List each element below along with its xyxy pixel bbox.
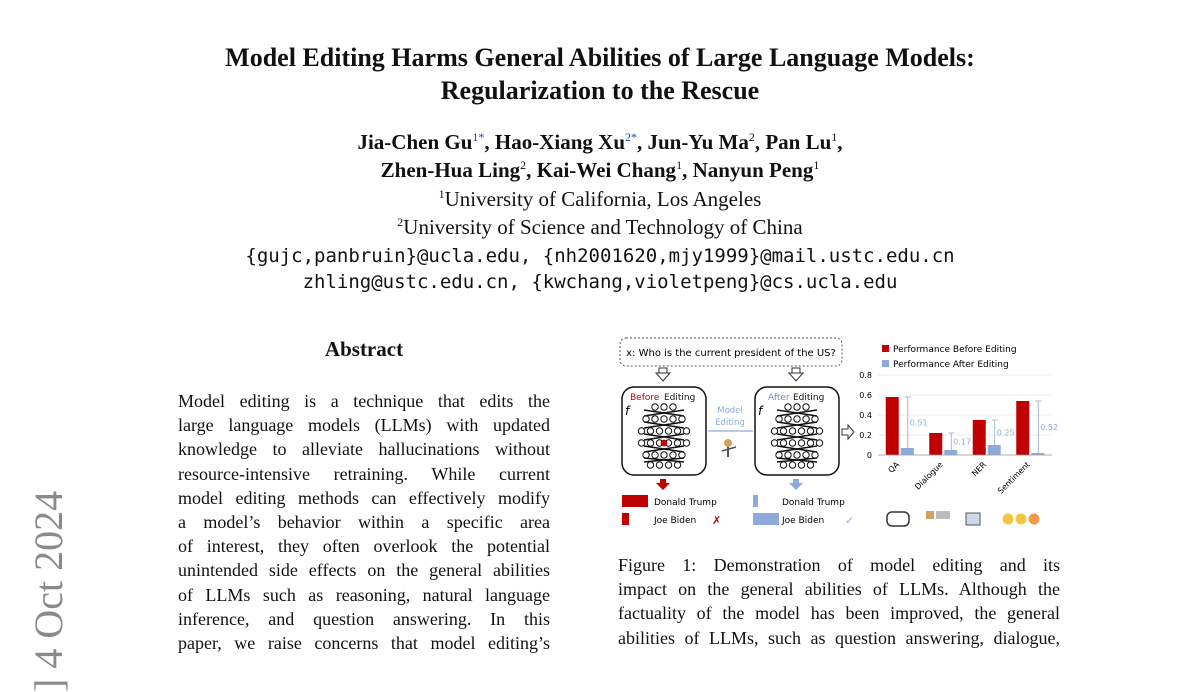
- bar-before: [886, 397, 899, 455]
- before-editing-word: Editing: [664, 393, 696, 403]
- abstract-heading: Abstract: [324, 337, 404, 361]
- bar-before: [929, 433, 942, 455]
- answer-biden-before: Joe Biden: [654, 516, 697, 526]
- neuron: [794, 452, 800, 458]
- qa-icon: [887, 512, 909, 526]
- neuron: [816, 440, 822, 446]
- neuron: [816, 428, 822, 434]
- bar-chart: [859, 371, 1058, 496]
- down-arrow-icon: [656, 368, 803, 381]
- edited-neuron: [661, 440, 668, 447]
- neuron: [780, 462, 786, 468]
- drop-label: 0.51: [909, 418, 928, 428]
- neuron: [638, 440, 644, 446]
- y-tick-label: 0: [866, 451, 872, 460]
- neuron: [785, 452, 791, 458]
- cross-icon: ✗: [712, 514, 722, 527]
- legend-swatch-before: [882, 345, 889, 352]
- author-sup: 1: [831, 130, 838, 144]
- neuron: [794, 416, 800, 422]
- affiliation-ucla: University of California, Los Angeles: [444, 187, 762, 211]
- legend-swatch-after: [882, 360, 889, 367]
- neuron: [771, 428, 777, 434]
- neuron: [665, 462, 671, 468]
- bar-before: [1016, 401, 1029, 455]
- bar-after: [901, 448, 914, 455]
- author-sup: 2: [748, 130, 755, 144]
- neuron: [652, 416, 658, 422]
- emails: [0, 243, 1200, 295]
- title-line-1: Model Editing Harms General Abilities of Large Language Models:: [225, 43, 975, 72]
- neuron: [785, 404, 791, 410]
- f-theta-e-label: f: [758, 404, 763, 418]
- neuron: [643, 452, 649, 458]
- red-down-arrow-icon: [656, 479, 670, 490]
- neuron: [798, 462, 804, 468]
- neuron: [803, 404, 809, 410]
- neuron: [674, 428, 680, 434]
- author-name: Zhen-Hua Ling: [380, 158, 521, 182]
- neuron: [771, 440, 777, 446]
- after-label: After: [768, 393, 790, 403]
- neuron: [807, 462, 813, 468]
- author-sup: 1: [813, 158, 820, 172]
- bar-after: [944, 450, 957, 455]
- model-editing-label-2: Editing: [715, 418, 745, 428]
- y-tick-label: 0.2: [859, 431, 872, 440]
- query-text: x: Who is the current president of the US?: [626, 348, 836, 359]
- neuron: [652, 404, 658, 410]
- neuron: [798, 440, 804, 446]
- abstract-line: of interest, they often overlook the potential: [178, 536, 550, 557]
- before-bar-biden: [622, 513, 629, 525]
- title-line-2: Regularization to the Rescue: [440, 76, 760, 105]
- drop-label: 0.25: [996, 428, 1015, 438]
- email-line-2: zhling@ustc.edu.cn, {kwchang,violetpeng}@cs.ucla.edu: [302, 271, 898, 293]
- y-tick-label: 0.6: [859, 391, 872, 400]
- neuron: [812, 452, 818, 458]
- y-tick-label: 0.8: [859, 371, 872, 380]
- author-name: Jia-Chen Gu: [357, 130, 473, 154]
- blue-down-arrow-icon: [789, 479, 803, 490]
- neuron: [656, 462, 662, 468]
- y-tick-label: 0.4: [859, 411, 872, 420]
- neuron: [670, 404, 676, 410]
- answer-biden-after: Joe Biden: [782, 516, 825, 526]
- affiliations: [0, 185, 1200, 241]
- f-theta-label: f: [625, 404, 630, 418]
- neuron: [674, 440, 680, 446]
- abstract-line: unintended side effects on the general abilities: [178, 560, 550, 581]
- neuron: [652, 452, 658, 458]
- neuron: [661, 452, 667, 458]
- answer-trump-after: Donald Trump: [782, 498, 845, 508]
- dialogue-icon: [926, 511, 934, 519]
- author-name: Hao-Xiang Xu: [494, 130, 625, 154]
- abstract-body: [178, 389, 550, 655]
- author-name: Pan Lu: [765, 130, 832, 154]
- abstract-line: knowledge to alleviate hallucinations without: [178, 439, 550, 460]
- abstract-line: resource-intensive retraining. While current: [178, 463, 550, 484]
- neuron: [794, 404, 800, 410]
- abstract-line: paper, we raise concerns that model editing’s: [178, 633, 550, 654]
- neuron: [661, 404, 667, 410]
- affiliation-sup: 2: [397, 215, 404, 229]
- neuron: [683, 440, 689, 446]
- legend-after: Performance After Editing: [893, 360, 1009, 370]
- neuron: [807, 440, 813, 446]
- ner-icon: [966, 513, 980, 525]
- right-arrow-icon: [842, 425, 854, 439]
- author-sup: 1*: [472, 130, 485, 144]
- paper-title: [0, 41, 1200, 107]
- author-sup: 1: [676, 158, 683, 172]
- neuron: [780, 440, 786, 446]
- neuron: [807, 428, 813, 434]
- author-name: Kai-Wei Chang: [536, 158, 677, 182]
- neuron: [789, 428, 795, 434]
- before-bar-trump: [622, 495, 648, 507]
- abstract-line: Model editing is a technique that edits the: [178, 391, 550, 411]
- caption-line: factuality of the model has been improved, the general: [618, 603, 1060, 624]
- affiliation-ustc: University of Science and Technology of China: [403, 215, 803, 239]
- neuron: [670, 452, 676, 458]
- neuron: [789, 440, 795, 446]
- after-editing-word: Editing: [793, 393, 825, 403]
- neuron: [647, 462, 653, 468]
- affiliation-sup: 1: [438, 187, 445, 201]
- x-tick-label: QA: [886, 460, 902, 475]
- caption-line: impact on the general abilities of LLMs. Although the: [618, 579, 1060, 600]
- drop-label: 0.17: [953, 437, 972, 447]
- abstract-line: inference, and question answering. In this: [178, 608, 550, 629]
- neuron: [803, 452, 809, 458]
- answer-trump-before: Donald Trump: [654, 498, 717, 508]
- neuron: [776, 416, 782, 422]
- neuron: [789, 462, 795, 468]
- neuron: [812, 416, 818, 422]
- abstract-line: model editing methods can effectively modify: [178, 487, 550, 508]
- neuron: [780, 428, 786, 434]
- legend-before: Performance Before Editing: [893, 345, 1017, 355]
- x-tick-label: NER: [970, 460, 989, 479]
- caption-line: Figure 1: Demonstration of model editing and its: [618, 555, 1060, 575]
- neuron: [683, 428, 689, 434]
- after-bar-biden: [753, 513, 779, 525]
- email-line-1: {gujc,panbruin}@ucla.edu, {nh2001620,mjy1999}@mail.ustc.edu.cn: [245, 245, 955, 267]
- author-sup: 2: [520, 158, 527, 172]
- x-tick-label: Sentiment: [996, 460, 1032, 496]
- drop-label: 0.52: [1040, 423, 1059, 432]
- neuron: [679, 452, 685, 458]
- neuron: [656, 428, 662, 434]
- abstract-line: of LLMs such as reasoning, natural language: [178, 584, 550, 605]
- neuron: [785, 416, 791, 422]
- bar-after: [988, 445, 1001, 455]
- neuron: [679, 416, 685, 422]
- author-name: Jun-Yu Ma: [647, 130, 749, 154]
- neuron: [674, 462, 680, 468]
- author-sup: 2*: [625, 130, 637, 144]
- bar-before: [973, 420, 986, 455]
- after-bar-trump: [753, 495, 758, 507]
- neuron: [638, 428, 644, 434]
- editor-figure-icon: [722, 439, 736, 457]
- figure-caption: [618, 553, 1060, 650]
- x-tick-label: Dialogue: [913, 460, 945, 492]
- neuron: [647, 428, 653, 434]
- neuron: [776, 452, 782, 458]
- neuron: [798, 428, 804, 434]
- neuron: [647, 440, 653, 446]
- model-editing-label-1: Model: [717, 406, 743, 416]
- author-name: Nanyun Peng: [692, 158, 814, 182]
- check-icon: ✓: [845, 514, 855, 527]
- sentiment-icon: [1003, 514, 1014, 525]
- abstract-line: a model’s behavior within a specific area: [178, 512, 550, 533]
- author-list: Jia-Chen $Gu^{1*}$, Hao-Xiang $Xu^{2*}$, Jun-Yu Ma$^2$, Pan Lu$^1$, Zhen-Hua Ling$^2$, Kai-Wei Chang$^1$, Nanyun Peng$^1$: [357, 130, 843, 182]
- neuron: [661, 416, 667, 422]
- caption-line: abilities of LLMs, such as question answering, dialogue,: [618, 627, 1060, 648]
- abstract-line: large language models (LLMs) with updated: [178, 415, 550, 436]
- neuron: [643, 416, 649, 422]
- neuron: [803, 416, 809, 422]
- neuron: [670, 416, 676, 422]
- arxiv-side-stamp: ] 4 Oct 2024: [26, 490, 71, 692]
- neuron: [665, 428, 671, 434]
- task-icons: [887, 511, 1040, 526]
- figure-1: [610, 335, 1065, 535]
- before-label: Before: [630, 393, 660, 403]
